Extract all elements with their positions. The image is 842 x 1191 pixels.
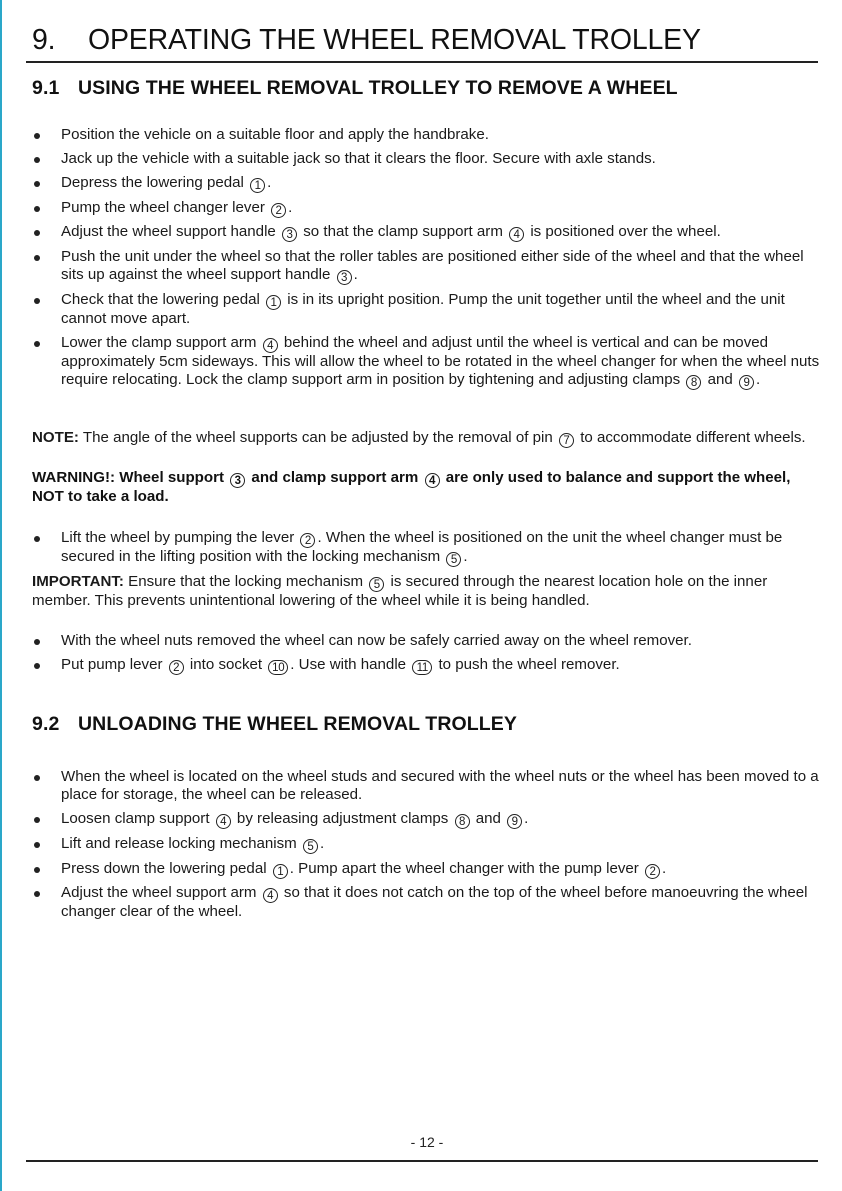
list-item: Jack up the vehicle with a suitable jack so that it clears the floor. Secure with axle stands. <box>32 150 822 168</box>
callout-number: 10 <box>268 660 288 675</box>
callout-number: 8 <box>455 814 470 829</box>
list-item: Put pump lever 2 into socket 10 . Use with handle 11 to push the wheel remover. <box>32 656 822 675</box>
callout-number: 9 <box>739 375 754 390</box>
important-label: IMPORTANT: <box>32 573 124 590</box>
section-9-2-steps <box>32 768 822 927</box>
warning-paragraph: WARNING!: Wheel support 3 and clamp support arm 4 are only used to balance and support the wheel, NOT to take a load. <box>32 469 791 505</box>
callout-number: 8 <box>686 375 701 390</box>
callout-number: 5 <box>369 577 384 592</box>
note-paragraph: NOTE: The angle of the wheel supports can be adjusted by the removal of pin 7 to accommodate different wheels. <box>32 429 806 447</box>
list-item: Depress the lowering pedal 1 . <box>32 174 822 193</box>
callout-number: 2 <box>645 864 660 879</box>
list-item: Press down the lowering pedal 1 . Pump apart the wheel changer with the pump lever 2 . <box>32 860 822 879</box>
callout-number: 4 <box>216 814 231 829</box>
page-number: - 12 - <box>410 1134 444 1150</box>
list-item: Lift and release locking mechanism 5 . <box>32 835 822 854</box>
list-item: Lower the clamp support arm 4 behind the wheel and adjust until the wheel is vertical and can be moved approximately 5cm sideways. This will allow the wheel to be rotated in the wheel changer for when the wheel nuts require relocating. Lock the clamp support arm in position by tightening and adjusting clamps 8 and 9 . <box>32 334 822 390</box>
lift-steps <box>32 529 822 573</box>
list-item: Adjust the wheel support arm 4 so that it does not catch on the top of the wheel before manoeuvring the wheel changer clear of the wheel. <box>32 884 822 921</box>
callout-number: 1 <box>273 864 288 879</box>
callout-number: 5 <box>446 552 461 567</box>
callout-number: 4 <box>263 888 278 903</box>
callout-number: 5 <box>303 839 318 854</box>
callout-number: 1 <box>250 178 265 193</box>
list-item: Lift the wheel by pumping the lever 2 . When the wheel is positioned on the unit the wheel changer must be secured in the lifting position with the locking mechanism 5 . <box>32 529 822 567</box>
important-paragraph: IMPORTANT: Ensure that the locking mechanism 5 is secured through the nearest location hole on the inner member. This prevents unintentional lowering of the wheel while it is being handled. <box>32 573 768 609</box>
callout-number: 4 <box>509 227 524 242</box>
section-9-2-heading: 9.2 UNLOADING THE WHEEL REMOVAL TROLLEY <box>32 713 518 735</box>
callout-number: 4 <box>263 338 278 353</box>
callout-number: 4 <box>425 473 440 488</box>
callout-number: 2 <box>169 660 184 675</box>
callout-number: 1 <box>266 295 281 310</box>
list-item: Pump the wheel changer lever 2 . <box>32 199 822 218</box>
list-item: With the wheel nuts removed the wheel can now be safely carried away on the wheel remover. <box>32 632 822 650</box>
callout-number: 9 <box>507 814 522 829</box>
carry-steps <box>32 632 822 681</box>
list-item: When the wheel is located on the wheel studs and secured with the wheel nuts or the wheel has been moved to a place for storage, the wheel can be released. <box>32 768 822 805</box>
section-9-1-steps <box>32 126 822 396</box>
callout-number: 3 <box>230 473 245 488</box>
callout-number: 2 <box>300 533 315 548</box>
callout-number: 3 <box>337 270 352 285</box>
title-rule <box>26 61 818 63</box>
callout-number: 3 <box>282 227 297 242</box>
list-item: Adjust the wheel support handle 3 so that the clamp support arm 4 is positioned over the wheel. <box>32 223 822 242</box>
list-item: Push the unit under the wheel so that the roller tables are positioned either side of the wheel and that the wheel sits up against the wheel support handle 3 . <box>32 248 822 285</box>
callout-number: 2 <box>271 203 286 218</box>
note-label: NOTE: <box>32 429 79 446</box>
callout-number: 7 <box>559 433 574 448</box>
section-9-1-heading: 9.1 USING THE WHEEL REMOVAL TROLLEY TO REMOVE A WHEEL <box>32 77 678 99</box>
chapter-title: 9. OPERATING THE WHEEL REMOVAL TROLLEY <box>32 24 701 56</box>
list-item: Loosen clamp support 4 by releasing adjustment clamps 8 and 9 . <box>32 810 822 829</box>
footer-rule <box>26 1160 818 1162</box>
callout-number: 11 <box>412 660 432 675</box>
list-item: Check that the lowering pedal 1 is in its upright position. Pump the unit together until the wheel and the unit cannot move apart. <box>32 291 822 328</box>
page-edge-line <box>0 0 2 1191</box>
list-item: Position the vehicle on a suitable floor and apply the handbrake. <box>32 126 822 144</box>
